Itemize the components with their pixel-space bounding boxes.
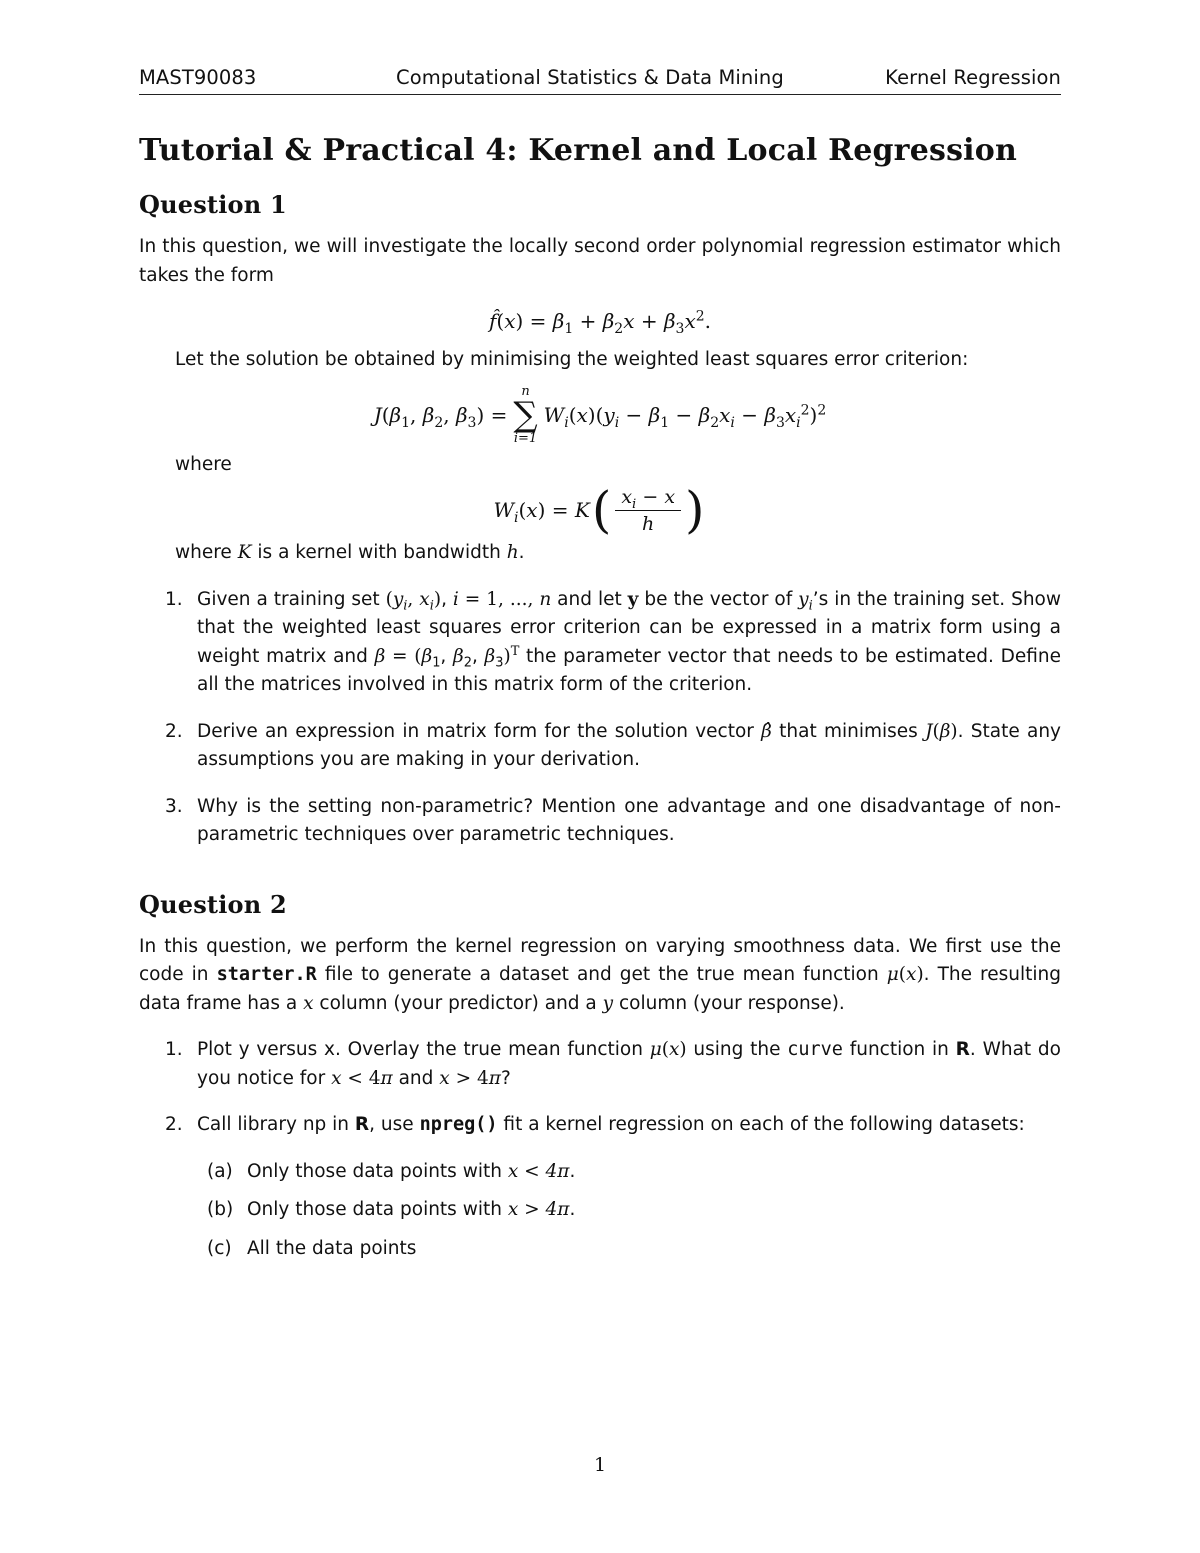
kernel-description: where K is a kernel with bandwidth h.	[175, 542, 525, 563]
question-2-sublist	[197, 1158, 1061, 1264]
header-topic: Kernel Regression	[885, 66, 1061, 89]
equation-local-polynomial: f̂(x) = $\beta_1 + \beta_2x + \beta_3x^2$.	[488, 308, 712, 337]
header-course-code: MAST90083	[139, 66, 257, 89]
where-label: where	[175, 453, 232, 475]
criterion-intro: Let the solution be obtained by minimising the weighted least squares error criterion:	[175, 349, 969, 370]
question-1-intro: In this question, we will investigate the locally second order polynomial regression estimator which takes the form	[139, 236, 1061, 286]
summation-symbol: n ∑ i=1	[513, 383, 538, 446]
sublist-item-a: (a) Only those data points with x < 4π.	[207, 1160, 576, 1182]
list-item: 3. Why is the setting non-parametric? Mention one advantage and one disadvantage of non-parametric techniques over parametric techniques.	[165, 795, 1061, 845]
sublist-item-c: (c) All the data points	[207, 1237, 417, 1259]
list-item: 2. Call library np in R, use npreg() fit a kernel regression on each of the following datasets: (a) Only those data points with x < 4π. (b) Only those data points with x > 4π. (c) All the data points	[139, 1111, 1061, 1263]
list-item: 1. Plot y versus x. Overlay the true mean function μ(x) using the curve function in R. What do you notice for x < 4π and x > 4π?	[165, 1039, 1061, 1089]
equation-weighted-criterion: $J(\beta_1$, $\beta_2$, $\beta_3$) = n ∑ i=1 $W_i(x)(y_i - \beta_1 - \beta_2x_i - \beta_3x_i^2)^2$	[373, 383, 827, 446]
question-1-heading: Question 1	[139, 190, 287, 219]
document-page	[139, 64, 1061, 1263]
fraction: $\frac{x_i - x}{h}$	[615, 486, 681, 535]
list-item: 2. Derive an expression in matrix form for the solution vector β̂ that minimises J(β). State any assumptions you are making in your derivation.	[165, 720, 1061, 770]
sublist-item-b: (b) Only those data points with x > 4π.	[207, 1199, 576, 1220]
question-1-list	[139, 586, 1061, 850]
document-title: Tutorial & Practical 4: Kernel and Local Regression	[139, 133, 1017, 168]
running-header	[139, 64, 1061, 95]
page-number: 1	[593, 1454, 607, 1476]
header-course-name: Computational Statistics & Data Mining	[396, 66, 784, 89]
list-item: 1. Given a training set ($y_i$, $x_i$), i = 1, ..., n and let y be the vector of $y_i’s$ in the training set. Show that the weighted least squares error criterion can be expressed in a matrix form using a weight matrix and $\beta = (\beta_1$, $\beta_2$, $\beta_3)^T$ the parameter vector that needs to be estimated. Define all the matrices involved in this matrix form of the criterion.	[165, 588, 1061, 695]
question-2-heading: Question 2	[139, 889, 287, 919]
equation-kernel-weight: $W_i(x) = K$ ( $\frac{x_i - x}{h}$ )	[493, 481, 705, 539]
question-2-list	[139, 1036, 1061, 1263]
question-2-intro: In this question, we perform the kernel regression on varying smoothness data. We first use the code in starter.R file to generate a dataset and get the true mean function μ(x). The resulting data frame has a x column (your predictor) and a y column (your response).	[139, 935, 1061, 1014]
